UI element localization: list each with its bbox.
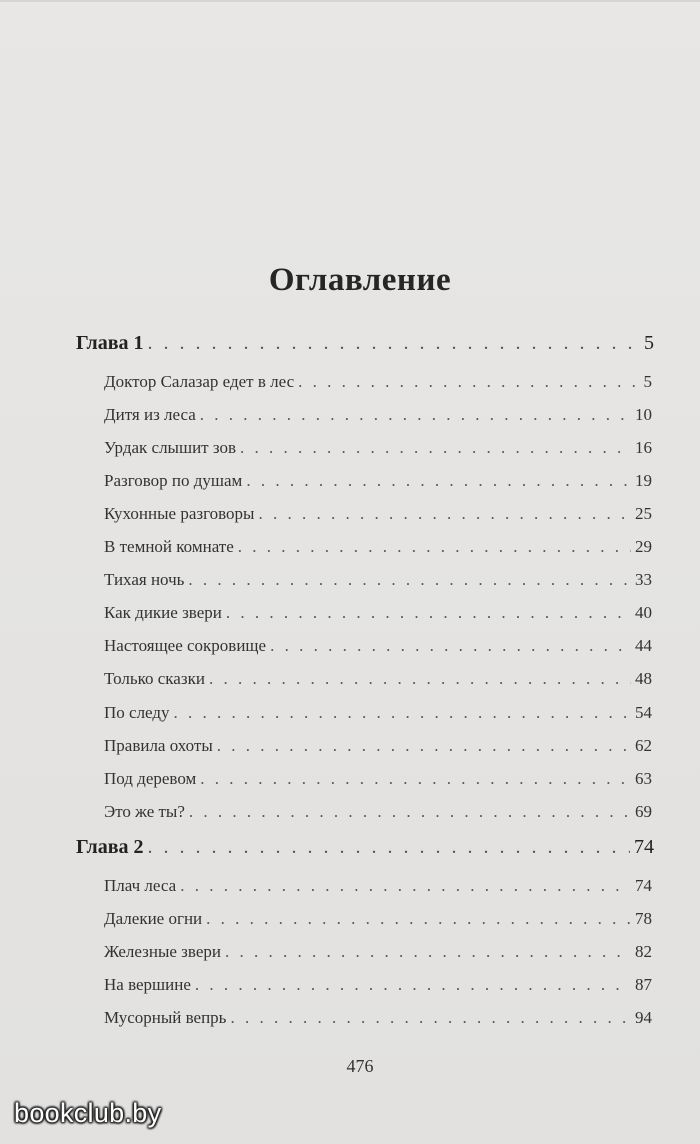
toc-section-title: Правила охоты xyxy=(104,736,213,755)
toc-section xyxy=(104,504,652,524)
toc-page-number: 74 xyxy=(634,836,654,858)
toc-section-title: Под деревом xyxy=(104,769,197,788)
page-title: Оглавление xyxy=(268,262,452,298)
toc-section xyxy=(104,975,652,995)
toc-chapter-title: Глава 2 xyxy=(76,836,144,858)
site-watermark: bookclub.by xyxy=(14,1098,162,1128)
toc-leader-dots xyxy=(200,405,631,425)
toc-leader-dots xyxy=(217,736,631,756)
toc-section-title: Доктор Салазар едет в лес xyxy=(104,372,295,391)
toc-section xyxy=(104,942,652,962)
toc-leader-dots xyxy=(188,570,631,590)
toc-leader-dots xyxy=(195,975,631,995)
toc-page-number: 69 xyxy=(635,802,652,821)
toc-page-number: 82 xyxy=(635,942,652,961)
toc-section xyxy=(104,876,652,896)
toc-leader-dots xyxy=(148,836,631,859)
toc-leader-dots xyxy=(189,802,631,822)
toc-section xyxy=(104,769,652,789)
toc-section-title: Как дикие звери xyxy=(104,603,222,622)
toc-page-number: 5 xyxy=(644,332,654,354)
toc-leader-dots xyxy=(209,669,631,689)
page-footer-number: 476 xyxy=(346,1056,374,1076)
toc-page-number: 16 xyxy=(635,438,652,457)
toc-section xyxy=(104,736,652,756)
toc-leader-dots xyxy=(270,636,631,656)
toc-section-title: Урдак слышит зов xyxy=(104,438,236,457)
toc-section xyxy=(104,669,652,689)
toc-section-title: Настоящее сокровище xyxy=(104,636,267,655)
toc-chapter-title: Глава 1 xyxy=(76,332,144,354)
toc-page-number: 63 xyxy=(635,769,652,788)
toc-page-number: 87 xyxy=(635,975,652,994)
toc-leader-dots xyxy=(298,372,639,392)
toc-leader-dots xyxy=(238,537,631,557)
toc-section xyxy=(104,405,652,425)
toc-section xyxy=(104,471,652,491)
toc-leader-dots xyxy=(226,603,631,623)
toc-page-number: 29 xyxy=(635,537,652,556)
toc-leader-dots xyxy=(246,471,631,491)
toc-section-title: На вершине xyxy=(104,975,191,994)
toc-chapter xyxy=(76,836,654,859)
toc-section-title: Тихая ночь xyxy=(104,570,185,589)
toc-page-number: 33 xyxy=(635,570,652,589)
toc-section xyxy=(104,570,652,590)
toc-section xyxy=(104,1008,652,1028)
toc-leader-dots xyxy=(200,769,631,789)
toc-leader-dots xyxy=(230,1008,631,1028)
toc-section-title: Мусорный вепрь xyxy=(104,1008,227,1027)
toc-section-title: Железные звери xyxy=(104,942,221,961)
toc-section xyxy=(104,703,652,723)
toc-leader-dots xyxy=(148,332,641,355)
toc-page-number: 19 xyxy=(635,471,652,490)
toc-section xyxy=(104,603,652,623)
toc-section xyxy=(104,438,652,458)
toc-section-title: Кухонные разговоры xyxy=(104,504,255,523)
toc-page-number: 5 xyxy=(643,372,652,391)
toc-leader-dots xyxy=(206,909,631,929)
toc-section-title: В темной комнате xyxy=(104,537,234,556)
toc-chapter xyxy=(76,332,654,355)
toc-section-title: По следу xyxy=(104,703,170,722)
toc-section-title: Это же ты? xyxy=(104,802,185,821)
toc-page-number: 62 xyxy=(635,736,652,755)
toc-section-title: Плач леса xyxy=(104,876,177,895)
toc-section xyxy=(104,372,652,392)
toc-section-title: Далекие огни xyxy=(104,909,203,928)
toc-section-title: Разговор по душам xyxy=(104,471,243,490)
toc-section xyxy=(104,537,652,557)
toc-page-number: 40 xyxy=(635,603,652,622)
toc-leader-dots xyxy=(258,504,631,524)
toc-page-number: 94 xyxy=(635,1008,652,1027)
toc-leader-dots xyxy=(240,438,631,458)
toc-section-title: Только сказки xyxy=(104,669,205,688)
toc-page-number: 54 xyxy=(635,703,652,722)
toc-page-number: 78 xyxy=(635,909,652,928)
toc-section xyxy=(104,802,652,822)
toc-page-number: 48 xyxy=(635,669,652,688)
toc-page-number: 25 xyxy=(635,504,652,523)
toc-page-number: 44 xyxy=(635,636,652,655)
toc-section-title: Дитя из леса xyxy=(104,405,196,424)
toc-section xyxy=(104,909,652,929)
toc-leader-dots xyxy=(180,876,631,896)
toc-page-number: 74 xyxy=(635,876,652,895)
toc-section xyxy=(104,636,652,656)
toc-page-number: 10 xyxy=(635,405,652,424)
toc-leader-dots xyxy=(225,942,631,962)
toc-leader-dots xyxy=(174,703,631,723)
